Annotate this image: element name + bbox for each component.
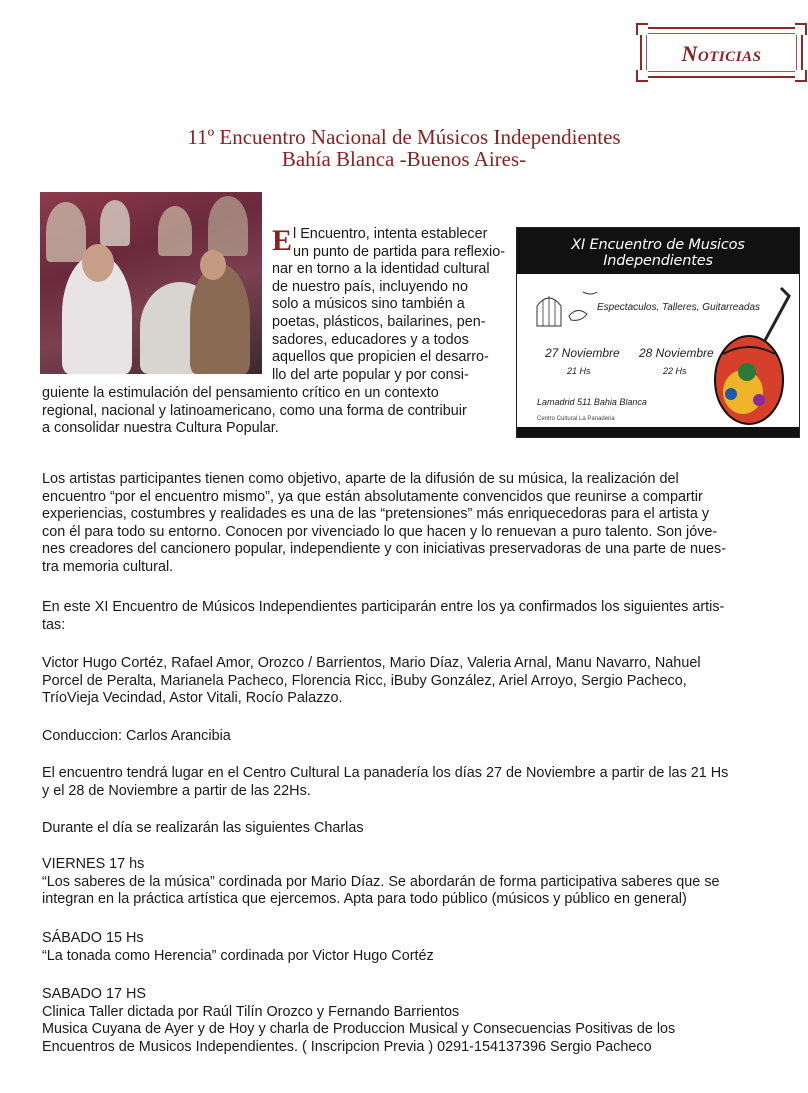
musicians-photo bbox=[40, 192, 262, 374]
talk-viernes bbox=[42, 856, 772, 909]
text-line: con él para todo su entorno. Conocen por vivenciado lo que hacen y lo renuevan a puro talento. Son jóve- bbox=[42, 523, 718, 540]
lead-line: llo del arte popular y por consi- bbox=[272, 366, 469, 383]
text-line: nes creadores del cancionero popular, independiente y con iniciativas preservadoras de una parte de nues- bbox=[42, 541, 726, 558]
poster-footer-band bbox=[517, 427, 799, 437]
poster-date-2: 28 Noviembre bbox=[639, 346, 714, 360]
text-line: Porcel de Peralta, Marianela Pacheco, Florencia Ricc, iBuby González, Ariel Arroyo, Sergio Pacheco, bbox=[42, 672, 687, 689]
text-line: Musica Cuyana de Ayer y de Hoy y charla de Produccion Musical y Consecuencias Positivas de los bbox=[42, 1021, 676, 1038]
text-line: a consolidar nuestra Cultura Popular. bbox=[42, 420, 279, 437]
poster-date-1: 27 Noviembre bbox=[545, 346, 620, 360]
text-line: En este XI Encuentro de Músicos Independientes participarán entre los ya confirmados los siguientes artis- bbox=[42, 599, 725, 615]
poster-subtitle: Espectaculos, Talleres, Guitarreadas bbox=[597, 302, 761, 313]
birdcage-icon bbox=[531, 286, 601, 336]
poster-venue: Lamadrid 511 Bahia Blanca bbox=[537, 397, 647, 407]
text-line: tra memoria cultural. bbox=[42, 558, 174, 575]
drop-cap: E bbox=[272, 224, 293, 257]
text-line: Clinica Taller dictada por Raúl Tilín Orozco y Fernando Barrientos bbox=[42, 1003, 460, 1020]
title-line-1: 11º Encuentro Nacional de Músicos Independientes bbox=[187, 125, 621, 149]
lead-continuation bbox=[42, 385, 512, 438]
talk-heading: SÁBADO 15 Hs bbox=[42, 930, 144, 946]
text-line: Los artistas participantes tienen como objetivo, aparte de la difusión de su música, la realización del bbox=[42, 471, 679, 487]
lead-line: aquellos que propicien el desarro- bbox=[272, 349, 489, 366]
section-label: Noticias bbox=[681, 41, 762, 66]
text-line: Victor Hugo Cortéz, Rafael Amor, Orozco / Barrientos, Mario Díaz, Valeria Arnal, Manu Navarro, Nahuel bbox=[42, 655, 701, 671]
text-line: El encuentro tendrá lugar en el Centro Cultural La panadería los días 27 de Noviembre a partir de las 21 Hs bbox=[42, 765, 729, 781]
event-poster bbox=[516, 227, 800, 438]
talk-heading: VIERNES 17 hs bbox=[42, 856, 145, 872]
text-line: “Los saberes de la música” cordinada por Mario Díaz. Se abordarán de forma participativa saberes que se bbox=[42, 873, 720, 890]
text-line: Encuentros de Musicos Independientes. ( Inscripcion Previa ) 0291-154137396 Sergio Pacheco bbox=[42, 1038, 652, 1055]
talk-sabado-17 bbox=[42, 986, 772, 1056]
paragraph-artists-goal bbox=[42, 471, 772, 577]
text-line: “La tonada como Herencia” cordinada por Victor Hugo Cortéz bbox=[42, 947, 434, 964]
guitar-illustration-icon bbox=[703, 284, 799, 434]
paragraph-confirmed-intro bbox=[42, 599, 772, 634]
section-badge bbox=[640, 27, 803, 78]
lead-line: solo a músicos sino también a bbox=[272, 296, 465, 313]
poster-centro: Centro Cultural La Panaderia bbox=[537, 416, 615, 422]
lead-line: nar en torno a la identidad cultural bbox=[272, 261, 490, 278]
lead-line: un punto de partida para reflexio- bbox=[293, 243, 506, 260]
talk-heading: SABADO 17 HS bbox=[42, 986, 146, 1002]
text-line: TríoVieja Vecindad, Astor Vitali, Rocío Palazzo. bbox=[42, 690, 343, 707]
text-line: guiente la estimulación del pensamiento crítico en un contexto bbox=[42, 385, 439, 401]
conduccion: Conduccion: Carlos Arancibia bbox=[42, 728, 231, 744]
article-title bbox=[0, 126, 808, 170]
poster-hour-2: 22 Hs bbox=[663, 366, 687, 376]
text-line: y el 28 de Noviembre a partir de las 22Hs. bbox=[42, 782, 311, 799]
text-line: experiencias, costumbres y realidades es una de las “pretensiones” más enriquecedoras para el artista y bbox=[42, 506, 710, 523]
paragraph-venue bbox=[42, 765, 772, 800]
title-line-2: Bahía Blanca -Buenos Aires- bbox=[281, 147, 527, 171]
lead-line: poetas, plásticos, bailarines, pen- bbox=[272, 313, 486, 330]
poster-header bbox=[517, 228, 799, 274]
text-line: regional, nacional y latinoamericano, como una forma de contribuir bbox=[42, 402, 467, 419]
poster-hour-1: 21 Hs bbox=[567, 366, 591, 376]
paragraph-artist-list bbox=[42, 655, 772, 708]
text-line: integran en la práctica artística que ejercemos. Apta para todo público (músicos y público en general) bbox=[42, 891, 687, 908]
charlas-intro: Durante el día se realizarán las siguientes Charlas bbox=[42, 820, 364, 836]
poster-title: XI Encuentro de Musicos Independientes bbox=[571, 237, 745, 269]
talk-sabado-15 bbox=[42, 930, 772, 965]
text-line: tas: bbox=[42, 616, 66, 633]
text-line: encuentro “por el encuentro mismo”, ya que están absolutamente convencidos que reunirse a compartir bbox=[42, 488, 703, 505]
lead-line: sadores, educadores y a todos bbox=[272, 331, 469, 348]
lead-paragraph bbox=[272, 226, 508, 384]
lead-line: de nuestro país, incluyendo no bbox=[272, 278, 469, 295]
lead-line: l Encuentro, intenta establecer bbox=[293, 226, 488, 242]
